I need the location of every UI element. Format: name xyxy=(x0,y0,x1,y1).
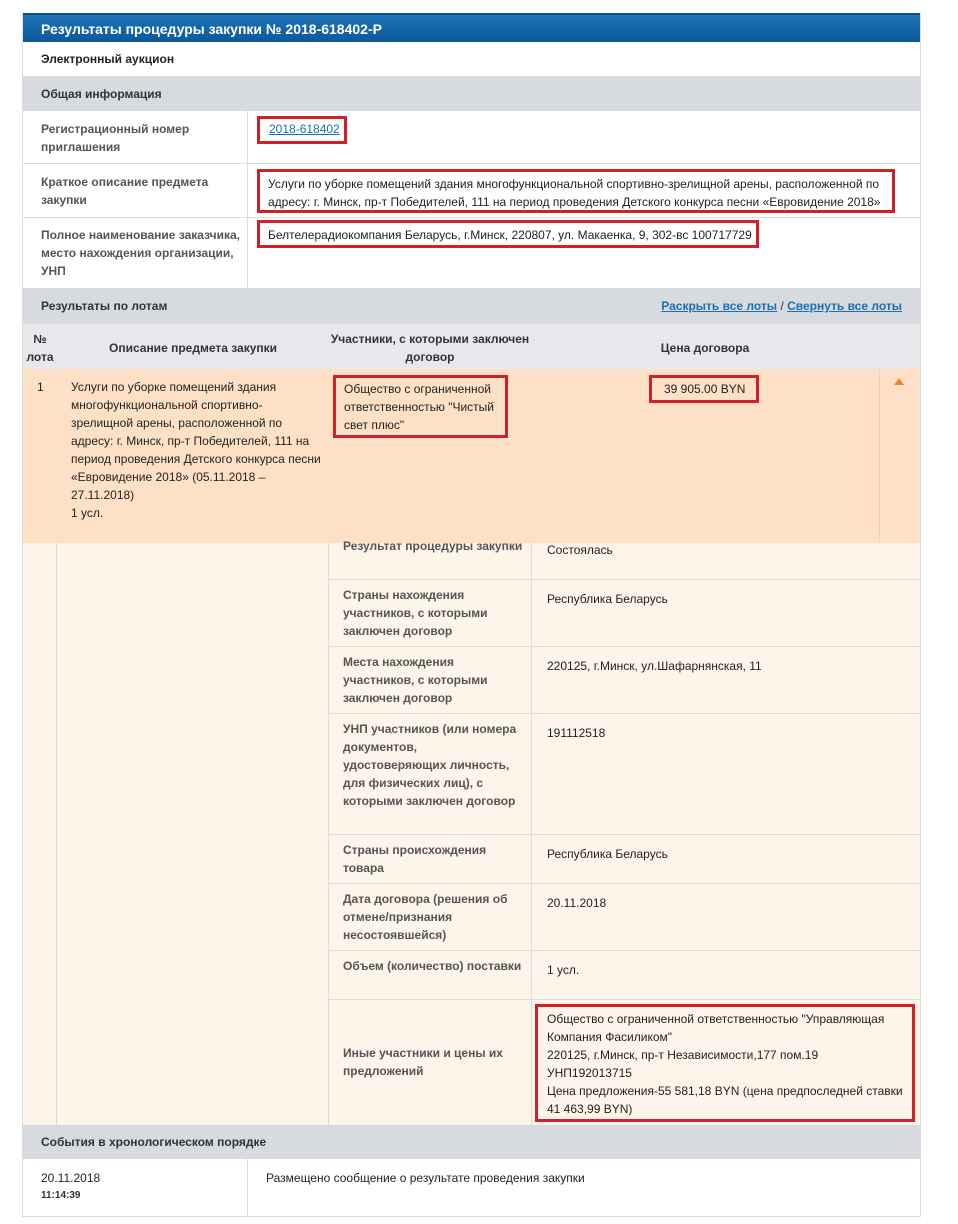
detail-result-label: Результат процедуры закупки xyxy=(343,539,523,553)
detail-date-label: Дата договора (решения об отмене/признания несостоявшейся) xyxy=(343,892,508,942)
event-date: 20.11.2018 xyxy=(41,1171,101,1185)
detail-other-participants-value xyxy=(535,1004,915,1122)
detail-date-value: 20.11.2018 xyxy=(547,896,607,910)
general-info-header: Общая информация xyxy=(23,77,920,111)
short-description-value: Услуги по уборке помещений здания многофункциональной спортивно-зрелищной арены, расположенной по адресу: г. Минск, пр-т Победителей, 111 на период проведения Детского конкурса песни «Евровидение 2018» xyxy=(257,169,895,213)
customer-label: Полное наименование заказчика, место нахождения организации, УНП xyxy=(41,228,240,278)
customer-value: Белтелерадиокомпания Беларусь, г.Минск, 220807, ул. Макаенка, 9, 302-вс 100717729 xyxy=(257,220,759,248)
detail-other-participants-label: Иные участники и цены их предложений xyxy=(343,1046,503,1078)
other-participant-unp: УНП192013715 xyxy=(547,1066,632,1080)
detail-locations-value: 220125, г.Минск, ул.Шафарнянская, 11 xyxy=(547,659,762,673)
detail-countries-label: Страны нахождения участников, с которыми заключен договор xyxy=(343,588,488,638)
detail-origin-value: Республика Беларусь xyxy=(547,847,668,861)
expand-all-lots-link[interactable]: Раскрыть все лоты xyxy=(661,299,778,313)
lot-quantity: 1 усл. xyxy=(71,506,104,520)
detail-result-value: Состоялась xyxy=(547,543,613,557)
collapse-all-lots-link[interactable]: Свернуть все лоты xyxy=(787,299,902,313)
detail-origin-label: Страны происхождения товара xyxy=(343,843,487,875)
detail-volume-label: Объем (количество) поставки xyxy=(343,959,522,973)
reg-number-label: Регистрационный номер приглашения xyxy=(41,122,190,154)
detail-volume-value: 1 усл. xyxy=(547,963,580,977)
lots-header xyxy=(23,289,920,323)
procedure-type: Электронный аукцион xyxy=(41,52,175,66)
links-separator: / xyxy=(780,299,784,313)
reg-number-link[interactable]: 2018-618402 xyxy=(269,122,340,136)
lot-description: Услуги по уборке помещений здания многофункциональной спортивно-зрелищной арены, расположенной по адресу: г. Минск, пр-т Победителей, 111 на период проведения Детского конкурса песни «Евровидение 2018» (05.11.2018 – 27.11.2018) 1 усл. xyxy=(71,380,321,520)
lot-participant: Общество с ограниченной ответственностью "Чистый свет плюс" xyxy=(333,375,508,438)
procurement-results-panel xyxy=(22,13,921,1217)
detail-unp-label: УНП участников (или номера документов, удостоверяющих личность, для физических лиц), с которыми заключен договор xyxy=(343,722,517,808)
col-participants: Участники, с которыми заключен договор xyxy=(330,332,530,364)
other-participant-address: 220125, г.Минск, пр-т Независимости,177 пом.19 xyxy=(547,1048,819,1062)
other-participant-name: Общество с ограниченной ответственностью "Управляющая Компания Фасиликом" xyxy=(547,1012,885,1044)
other-participant-price: Цена предложения-55 581,18 BYN (цена предпоследней ставки 41 463,99 BYN) xyxy=(547,1084,903,1116)
events-header: События в хронологическом порядке xyxy=(23,1125,920,1159)
col-price: Цена договора xyxy=(660,341,750,355)
detail-locations-label: Места нахождения участников, с которыми заключен договор xyxy=(343,655,488,705)
detail-countries-value: Республика Беларусь xyxy=(547,592,668,606)
lots-title: Результаты по лотам xyxy=(41,299,168,313)
col-lot-number: № лота xyxy=(26,332,54,364)
detail-unp-value: 191112518 xyxy=(547,726,606,740)
lot-number: 1 xyxy=(37,380,44,394)
event-text: Размещено сообщение о результате проведения закупки xyxy=(266,1171,585,1185)
event-time: 11:14:39 xyxy=(41,1190,81,1201)
col-description: Описание предмета закупки xyxy=(108,341,278,355)
lot-price: 39 905.00 BYN xyxy=(649,375,759,403)
short-description-label: Краткое описание предмета закупки xyxy=(41,175,209,207)
collapse-lot-icon[interactable] xyxy=(894,378,904,385)
reg-number-highlight xyxy=(257,116,347,144)
page-title: Результаты процедуры закупки № 2018-618402-P xyxy=(23,13,920,42)
